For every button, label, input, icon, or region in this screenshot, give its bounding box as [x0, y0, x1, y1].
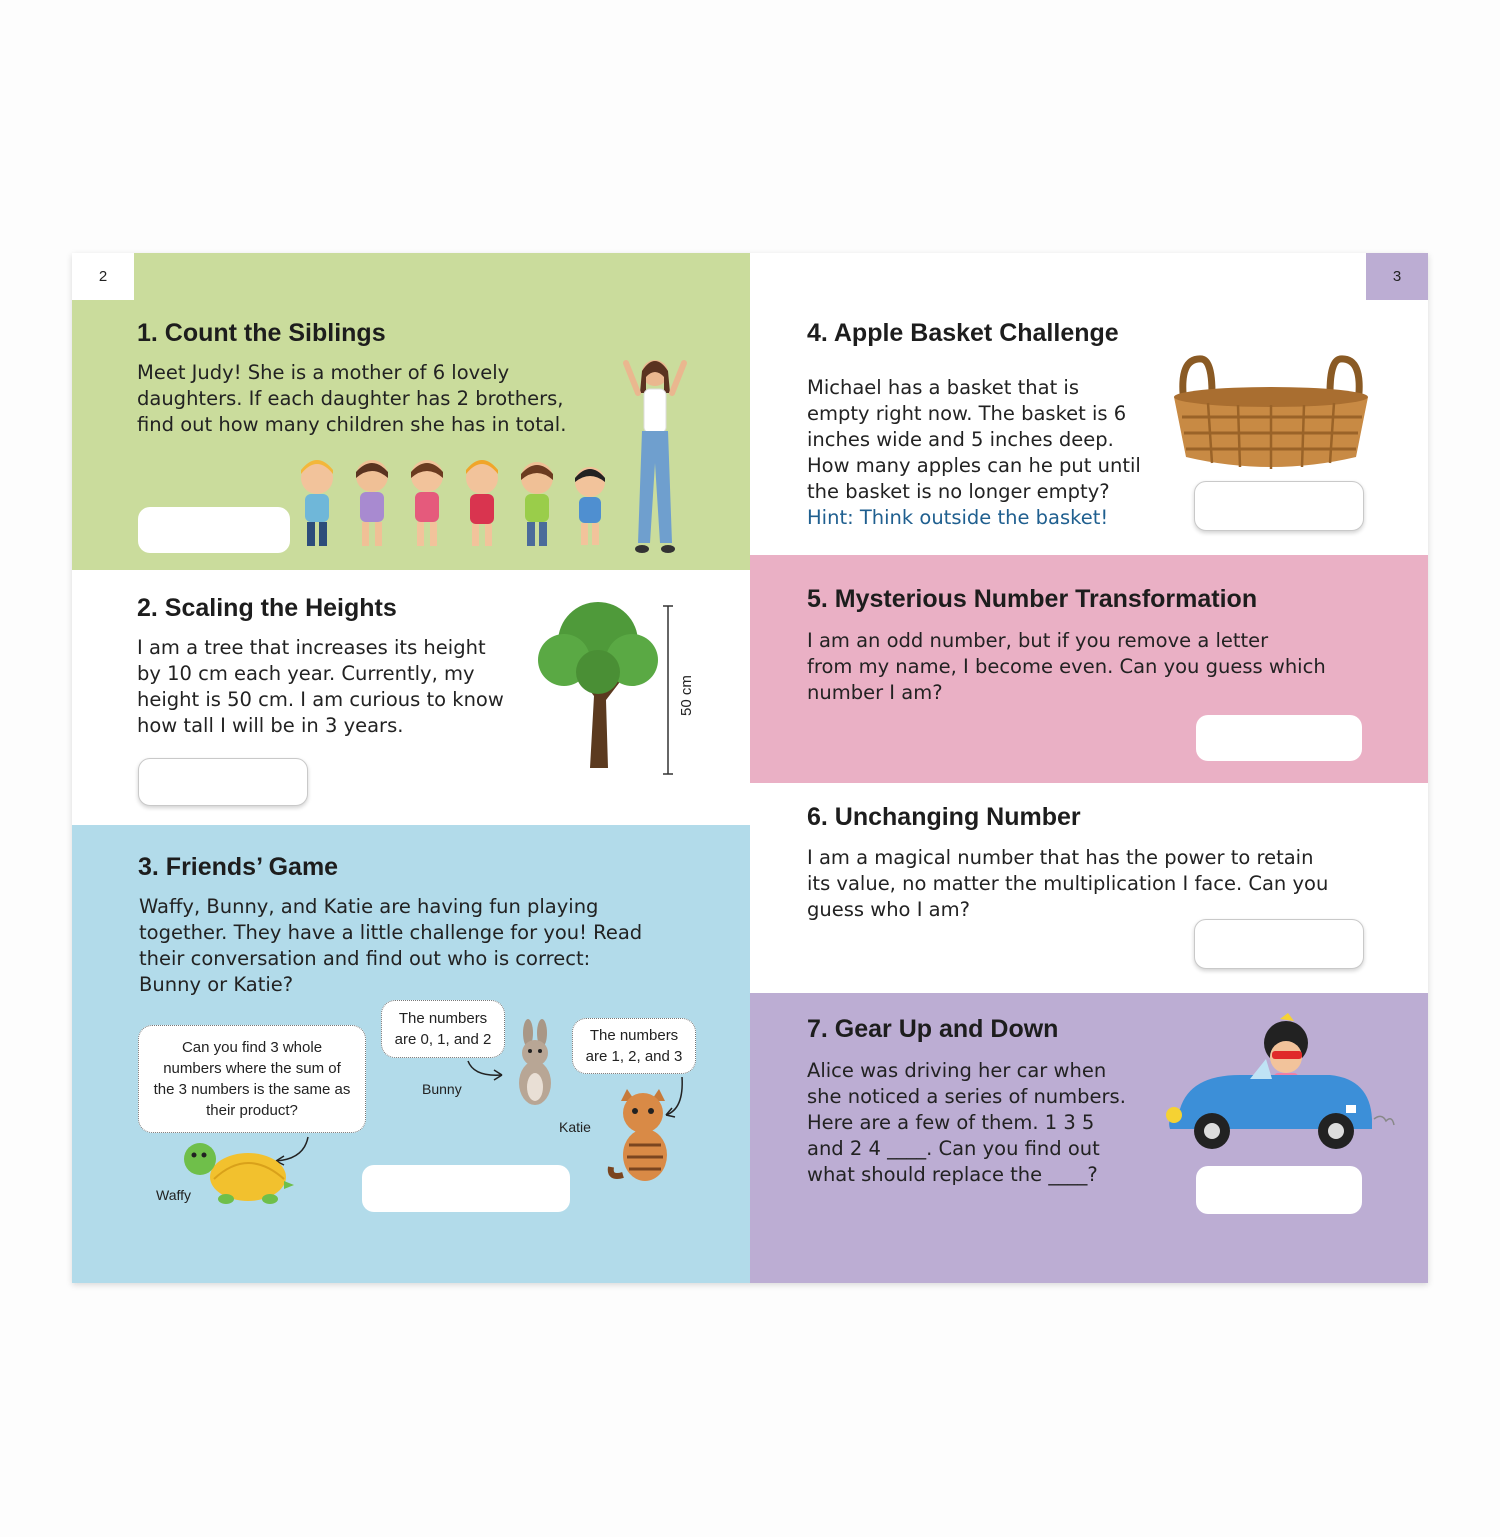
q6-line: its value, no matter the multiplication I face. Can you	[807, 872, 1329, 895]
height-measure-line	[662, 604, 674, 776]
bubble-line: are 0, 1, and 2	[394, 1031, 492, 1048]
bubble-line: The numbers	[589, 1027, 679, 1044]
q7-answer-box[interactable]	[1196, 1166, 1362, 1214]
q6-panel	[750, 783, 1428, 993]
q3-line: their conversation and find out who is correct:	[139, 947, 591, 970]
q7-line: Alice was driving her car when	[807, 1059, 1107, 1082]
q1-text	[137, 360, 566, 438]
q7-line: and 2 4 ____. Can you find out	[807, 1137, 1100, 1160]
q4-panel	[750, 253, 1428, 555]
q3-line: Bunny or Katie?	[139, 973, 294, 996]
q4-line: inches wide and 5 inches deep.	[807, 428, 1114, 451]
q2-title: 2. Scaling the Heights	[137, 594, 397, 622]
q4-line: the basket is no longer empty?	[807, 480, 1110, 503]
cat-illustration	[607, 1089, 679, 1187]
q7-line: Here are a few of them. 1 3 5	[807, 1111, 1095, 1134]
q1-line: Meet Judy! She is a mother of 6 lovely	[137, 361, 510, 384]
q5-title: 5. Mysterious Number Transformation	[807, 585, 1258, 613]
bubble-line: Can you find 3 whole	[181, 1039, 323, 1056]
q4-hint: Hint: Think outside the basket!	[807, 506, 1109, 529]
q2-line: how tall I will be in 3 years.	[137, 714, 404, 737]
q3-panel	[72, 825, 750, 1283]
height-measure-label: 50 cm	[678, 675, 695, 716]
q7-line: what should replace the ____?	[807, 1163, 1098, 1186]
q4-title: 4. Apple Basket Challenge	[807, 319, 1119, 347]
q3-line: together. They have a little challenge for you! Read	[139, 921, 643, 944]
q4-line: Michael has a basket that is	[807, 376, 1080, 399]
q5-text	[807, 628, 1326, 706]
q2-text	[137, 635, 504, 739]
q1-title: 1. Count the Siblings	[137, 319, 386, 347]
bubble-line: The numbers	[398, 1010, 488, 1027]
q2-panel	[72, 570, 750, 825]
q7-line: she noticed a series of numbers.	[807, 1085, 1126, 1108]
q5-line: I am an odd number, but if you remove a letter	[807, 629, 1269, 652]
q2-line: by 10 cm each year. Currently, my	[137, 662, 475, 685]
q2-line: height is 50 cm. I am curious to know	[137, 688, 504, 711]
q6-title: 6. Unchanging Number	[807, 803, 1081, 831]
girl-figure	[575, 467, 605, 545]
bubble-line: their product?	[206, 1102, 298, 1119]
q6-line: I am a magical number that has the power to retain	[807, 846, 1314, 869]
tree-illustration	[534, 596, 664, 768]
basket-illustration	[1168, 353, 1374, 471]
katie-label: Katie	[559, 1119, 591, 1135]
q4-answer-box[interactable]	[1194, 481, 1364, 531]
waffy-label: Waffy	[156, 1187, 192, 1203]
girl-figure	[356, 460, 388, 546]
q7-title: 7. Gear Up and Down	[807, 1015, 1059, 1043]
q3-title: 3. Friends’ Game	[138, 853, 339, 881]
turtle-illustration	[178, 1135, 296, 1207]
q2-answer-box[interactable]	[138, 758, 308, 806]
q7-text	[807, 1058, 1126, 1188]
q7-panel	[750, 993, 1428, 1283]
girl-figure	[521, 462, 553, 546]
girl-figure	[466, 460, 498, 546]
q1-line: daughters. If each daughter has 2 brothers,	[137, 387, 564, 410]
q5-answer-box[interactable]	[1196, 715, 1362, 761]
q1-panel	[72, 253, 750, 570]
bubble-line: the 3 numbers is the same as	[153, 1081, 351, 1098]
q6-answer-box[interactable]	[1194, 919, 1364, 969]
q5-line: number I am?	[807, 681, 943, 704]
q4-text	[807, 375, 1141, 531]
q1-line: find out how many children she has in total.	[137, 413, 567, 436]
girl-in-car-illustration	[1160, 1009, 1396, 1159]
page-number-right: 3	[1366, 253, 1428, 300]
q2-line: I am a tree that increases its height	[137, 636, 486, 659]
bubble-line: are 1, 2, and 3	[585, 1048, 683, 1065]
q5-line: from my name, I become even. Can you guess which	[807, 655, 1326, 678]
page-number-left: 2	[72, 253, 134, 300]
q5-panel	[750, 555, 1428, 783]
q1-answer-box[interactable]	[138, 507, 290, 553]
q3-line: Waffy, Bunny, and Katie are having fun playing	[139, 895, 599, 918]
mother-illustration	[620, 353, 690, 558]
bunny-illustration	[510, 1019, 560, 1111]
q6-line: guess who I am?	[807, 898, 970, 921]
q4-line: How many apples can he put until	[807, 454, 1141, 477]
q6-text	[807, 845, 1328, 923]
daughters-illustration	[287, 448, 627, 553]
girl-figure	[411, 460, 443, 546]
bunny-label: Bunny	[422, 1081, 462, 1097]
girl-figure	[301, 460, 333, 546]
q4-line: empty right now. The basket is 6	[807, 402, 1127, 425]
speech-arrows	[72, 825, 750, 1283]
bubble-line: numbers where the sum of	[163, 1060, 341, 1077]
workbook-spread	[72, 253, 1428, 1283]
